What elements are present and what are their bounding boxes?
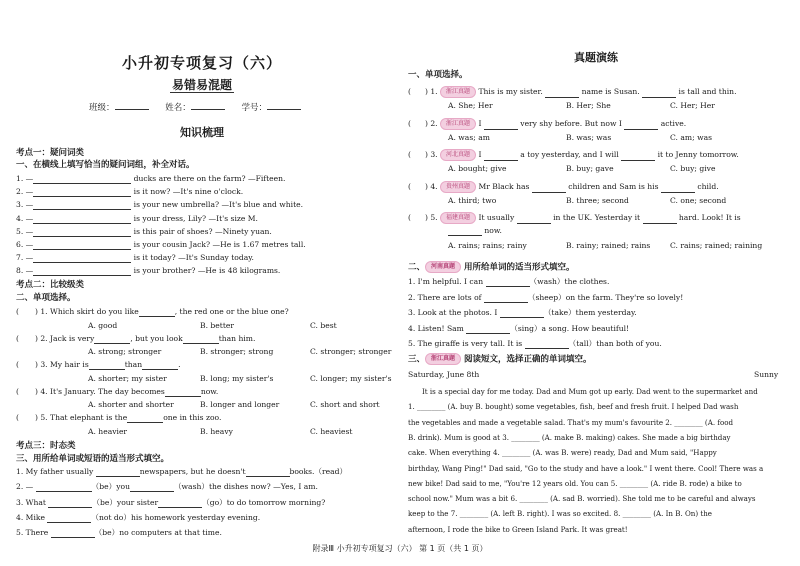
question-text: is your cousin Jack? —He is 1.67 metres tall.	[131, 240, 306, 249]
option-c[interactable]: C. buy; give	[670, 164, 716, 173]
question-row	[16, 227, 272, 237]
answer-blank[interactable]	[484, 121, 518, 130]
question-text: Mike	[25, 512, 48, 522]
question-row	[16, 482, 318, 492]
question-text: newspapers, but he doesn't	[139, 467, 246, 476]
question-text: I	[476, 150, 484, 159]
question-text: a toy yesterday, and I will	[517, 150, 622, 159]
answer-paren-open: (	[16, 386, 19, 396]
passage-line: the vegetables and made a vegetable salad. That's my mum's favourite 2. ________ (A. food	[408, 417, 734, 427]
question-text: My hair is	[50, 360, 89, 369]
source-tag: 浙江真题	[425, 353, 461, 365]
question-text: , the red one or the blue one?	[174, 307, 289, 316]
passage-line: afternoon, I rode the bike to Green Island Park. It was great!	[408, 524, 628, 534]
answer-blank[interactable]	[127, 414, 163, 423]
passage-line: It is a special day for me today. Dad and Mum got up early. Dad went to the supermarket and	[422, 387, 758, 396]
question-row	[16, 266, 280, 276]
question-text: Listen! Sam	[417, 323, 467, 333]
question-number: 4.	[37, 386, 51, 396]
answer-paren-open: (	[408, 118, 411, 128]
id-blank[interactable]	[267, 109, 301, 110]
question-row	[16, 214, 258, 224]
right-section2-instruction: 二、 河南真题 用所给单词的适当形式填空。	[408, 262, 575, 273]
question-text: （sheep）on the farm. They're so lovely!	[527, 292, 684, 302]
right-column	[408, 0, 784, 566]
answer-blank[interactable]	[183, 335, 219, 344]
source-tag: 贵州真题	[440, 181, 476, 193]
question-text: Look at the photos. I	[417, 308, 500, 317]
answer-blank[interactable]	[525, 340, 569, 349]
question-text: My father usually	[25, 467, 96, 476]
question-row	[408, 277, 609, 287]
question-text: There are lots of	[417, 292, 484, 302]
kd3-heading: 考点三：时态类	[16, 441, 76, 451]
left-column	[16, 0, 392, 566]
question-number: 5.	[408, 339, 418, 348]
question-number: 5.	[37, 413, 51, 422]
question-number: 1.	[427, 87, 441, 96]
question-number: 3. —	[16, 200, 34, 210]
question-text: （wash）the clothes.	[529, 277, 610, 286]
question-row	[16, 498, 325, 508]
question-text: Which skirt do you like	[50, 307, 139, 316]
question-text: children and Sam is his	[565, 181, 661, 191]
answer-blank[interactable]	[466, 325, 510, 334]
question-text: is it now? —It's nine o'clock.	[131, 187, 244, 197]
passage-line: 1. ________ (A. buy B. bought) some vegetables, fish, beef and fresh fruit. I helped Dad wash	[408, 402, 739, 412]
question-text: （tall）than both of you.	[568, 339, 662, 348]
answer-paren-close: )	[34, 386, 38, 396]
question-row	[16, 467, 347, 477]
answer-blank[interactable]	[47, 514, 91, 523]
answer-paren-close: )	[34, 360, 38, 369]
option-a[interactable]: A. was; am	[448, 132, 490, 142]
answer-blank[interactable]	[48, 499, 92, 508]
answer-blank[interactable]	[484, 152, 518, 161]
kd3-instruction: 三、用所给单词或短语的适当形式填空。	[16, 454, 170, 464]
question-number: 4. —	[16, 213, 34, 223]
option-c[interactable]: C. stronger; stronger	[310, 347, 392, 356]
question-number: 2.	[427, 118, 441, 128]
question-text: very shy before. But now I	[517, 118, 625, 128]
right-section3-instruction: 三、 浙江真题 阅读短文，选择正确的单词填空。	[408, 354, 592, 365]
answer-paren-open: (	[408, 213, 411, 222]
question-row	[408, 118, 686, 130]
right-section1-instruction: 一、单项选择。	[408, 70, 468, 80]
question-text: .	[178, 360, 181, 369]
question-row	[16, 187, 243, 197]
question-text: now.	[200, 386, 219, 396]
question-text: ducks are there on the farm? —Fifteen.	[131, 174, 286, 183]
page-footer: 附录Ⅲ 小升初专项复习（六） 第 1 页（共 1 页）	[312, 544, 488, 553]
question-text: I'm helpful. I can	[417, 277, 486, 286]
answer-paren-close: )	[424, 87, 428, 96]
option-a[interactable]: A. heavier	[88, 426, 128, 436]
answer-blank[interactable]	[642, 89, 676, 98]
option-b[interactable]: B. longer and longer	[200, 400, 280, 409]
option-c[interactable]: C. rains; rained; raining	[670, 241, 763, 250]
option-b[interactable]: B. rainy; rained; rains	[566, 241, 651, 250]
question-number: 2.	[408, 292, 418, 302]
answer-blank[interactable]	[130, 483, 174, 492]
option-b[interactable]: B. Her; She	[566, 101, 611, 110]
answer-blank[interactable]	[643, 215, 677, 224]
option-b[interactable]: B. was; was	[566, 132, 612, 142]
kd2-heading: 考点二：比较级类	[16, 280, 85, 290]
answer-blank[interactable]	[33, 215, 131, 224]
option-a[interactable]: A. She; Her	[448, 101, 493, 110]
question-text: （sing）a song. How beautiful!	[510, 323, 630, 333]
practice-title: 真题演练	[574, 51, 618, 64]
answer-blank[interactable]	[33, 201, 131, 210]
passage-line: B. drink). Mum is good at 3. ________ (A. make B. making) cakes. She made a big birthday	[408, 432, 731, 442]
answer-blank[interactable]	[158, 499, 202, 508]
kd2-instruction: 二、单项选择。	[16, 293, 76, 303]
answer-paren-close: )	[424, 181, 428, 191]
question-text: （wash）the dishes now? —Yes, I am.	[173, 482, 318, 492]
kd1-heading: 考点一：疑问词类	[16, 148, 85, 158]
option-a[interactable]: A. bought; give	[448, 164, 507, 173]
option-b[interactable]: B. buy; gave	[566, 164, 614, 173]
question-text: books.（read）	[289, 467, 348, 476]
answer-paren-open: (	[408, 181, 411, 191]
answer-blank[interactable]	[89, 361, 125, 370]
answer-paren-close: )	[34, 307, 38, 316]
answer-blank[interactable]	[246, 468, 290, 477]
question-number: 3.	[427, 150, 441, 159]
question-text: active.	[658, 118, 687, 128]
question-row	[16, 307, 289, 317]
question-number: 3.	[16, 497, 26, 507]
question-text: is your brother? —He is 48 kilograms.	[131, 266, 281, 276]
question-text: This is my sister.	[476, 87, 546, 96]
answer-paren-open: (	[16, 413, 19, 422]
question-row	[16, 200, 303, 210]
question-text: （not do）his homework yesterday evening.	[91, 512, 261, 522]
question-row-continued	[448, 226, 502, 236]
knowledge-section-title: 知识梳理	[180, 126, 224, 139]
question-number: 2. —	[16, 482, 36, 492]
question-row	[16, 513, 260, 523]
option-a[interactable]: A. good	[88, 320, 118, 330]
question-text: Mr Black has	[476, 181, 532, 191]
question-row	[408, 181, 719, 193]
answer-paren-open: (	[16, 333, 19, 343]
question-text: than him.	[218, 333, 256, 343]
option-a[interactable]: A. rains; rains; rainy	[448, 241, 527, 250]
answer-paren-open: (	[16, 307, 19, 316]
answer-paren-open: (	[16, 360, 19, 369]
question-text: （be）you	[91, 482, 130, 492]
question-text: now.	[482, 226, 502, 235]
question-number: 4.	[427, 181, 441, 191]
question-number: 3.	[37, 360, 51, 369]
answer-blank[interactable]	[94, 335, 130, 344]
answer-blank[interactable]	[661, 184, 695, 193]
question-text: （take）them yesterday.	[543, 308, 637, 317]
question-text: name is Susan.	[579, 87, 643, 96]
question-number: 1. —	[16, 174, 34, 183]
question-text: There	[25, 528, 51, 538]
answer-blank[interactable]	[484, 294, 528, 303]
question-number: 5.	[427, 213, 441, 222]
page-title: 小升初专项复习（六）	[121, 54, 282, 72]
question-text: one in this zoo.	[163, 413, 222, 422]
question-text: than	[124, 360, 143, 369]
passage-weather: Sunny	[754, 370, 779, 379]
question-row	[408, 308, 637, 318]
option-a[interactable]: A. strong; stronger	[88, 347, 162, 356]
question-text: Jack is very	[50, 333, 95, 343]
answer-blank[interactable]	[532, 184, 566, 193]
kd1-instruction: 一、在横线上填写恰当的疑问词组，补全对话。	[16, 160, 195, 170]
student-info-line: 班级： 姓名： 学号：	[16, 101, 388, 113]
question-row	[408, 339, 662, 349]
question-text: What	[25, 497, 49, 507]
answer-blank[interactable]	[33, 175, 131, 184]
option-c[interactable]: C. short and short	[310, 400, 380, 409]
option-a[interactable]: A. shorter; my sister	[88, 373, 167, 383]
answer-blank[interactable]	[486, 278, 530, 287]
answer-paren-close: )	[34, 333, 38, 343]
option-b[interactable]: B. heavy	[200, 426, 233, 436]
question-text: It's January. The day becomes	[50, 386, 165, 396]
answer-blank[interactable]	[36, 483, 92, 492]
question-row	[408, 149, 739, 161]
answer-blank[interactable]	[51, 529, 95, 538]
passage-line: cake. When everything 4. ________ (A. was B. were) ready, Dad and Mum said, "Happy	[408, 448, 717, 458]
question-number: 2.	[37, 333, 51, 343]
question-row	[16, 413, 221, 423]
question-row	[16, 360, 181, 370]
option-b[interactable]: B. long; my sister's	[200, 373, 274, 383]
option-b[interactable]: B. three; second	[566, 195, 629, 205]
question-text: I	[476, 118, 484, 128]
passage-line: school now." Mum was a bit 6. ________ (A. sad B. worried). She told me to be careful and always	[408, 494, 756, 504]
option-c[interactable]: C. heaviest	[310, 426, 353, 436]
option-b[interactable]: B. better	[200, 320, 234, 330]
question-text: child.	[694, 181, 719, 191]
question-text: is this pair of shoes? —Ninety yuan.	[131, 226, 272, 236]
source-tag: 浙江真题	[440, 118, 476, 130]
answer-blank[interactable]	[545, 89, 579, 98]
answer-paren-close: )	[34, 413, 38, 422]
question-number: 2. —	[16, 187, 34, 197]
question-number: 4.	[408, 323, 418, 333]
source-tag: 福建真题	[440, 212, 476, 224]
question-number: 7. —	[16, 253, 34, 263]
question-row	[16, 387, 218, 397]
answer-blank[interactable]	[448, 227, 482, 236]
question-row	[408, 86, 736, 98]
option-c[interactable]: C. am; was	[670, 132, 712, 142]
answer-blank[interactable]	[96, 468, 140, 477]
question-number: 5.	[16, 528, 26, 538]
passage-line: keep to the 7. ________ (A. left B. right). I was so excited. 8. ________ (A. In B. On) the	[408, 509, 712, 519]
page-subtitle: 易错易混题	[171, 78, 232, 92]
question-row	[408, 324, 629, 334]
question-row	[16, 253, 254, 263]
answer-paren-close: )	[424, 213, 428, 222]
question-text: is it today? —It's Sunday today.	[131, 253, 254, 263]
answer-blank[interactable]	[33, 188, 131, 197]
question-row	[16, 334, 255, 344]
answer-blank[interactable]	[165, 388, 201, 397]
question-row	[16, 174, 285, 184]
answer-blank[interactable]	[33, 254, 131, 263]
answer-blank[interactable]	[142, 360, 181, 370]
question-number: 1.	[408, 277, 418, 286]
question-row	[16, 240, 306, 250]
answer-blank[interactable]	[33, 267, 131, 276]
question-text: hard. Look! It is	[676, 213, 741, 222]
option-c[interactable]: C. best	[310, 320, 337, 330]
question-row	[16, 528, 222, 538]
answer-blank[interactable]	[517, 215, 551, 224]
question-number: 1.	[37, 307, 51, 316]
answer-paren-close: )	[424, 150, 428, 159]
source-tag: 河南真题	[425, 261, 461, 273]
option-c[interactable]: C. Her; Her	[670, 101, 715, 110]
question-text: is tall and thin.	[676, 87, 737, 96]
question-text: , but you look	[130, 333, 183, 343]
answer-paren-open: (	[408, 150, 411, 159]
question-number: 4.	[16, 512, 26, 522]
option-a[interactable]: A. third; two	[448, 195, 497, 205]
option-b[interactable]: B. stronger; strong	[200, 347, 274, 356]
option-c[interactable]: C. longer; my sister's	[310, 373, 392, 383]
question-number: 6. —	[16, 240, 34, 249]
passage-line: birthday, Wang Ping!" Dad said, "Go to the study and have a look." I went there. Cool! There was a	[408, 463, 764, 473]
source-tag: 浙江真题	[440, 86, 476, 98]
question-text: is your new umbrella? —It's blue and white.	[131, 200, 304, 210]
option-c[interactable]: C. one; second	[670, 195, 727, 205]
name-blank[interactable]	[191, 109, 225, 110]
question-text: It usually	[476, 213, 517, 222]
question-row	[408, 293, 683, 303]
question-number: 1.	[16, 467, 26, 476]
answer-paren-close: )	[424, 118, 428, 128]
question-row	[408, 212, 741, 224]
answer-paren-open: (	[408, 87, 411, 96]
question-number: 3.	[408, 308, 418, 317]
passage-date: Saturday, June 8th	[408, 370, 480, 379]
passage-line: new bike! Dad said to me, "You're 12 years old. You can 5. ________ (A. ride B. rode) a bike to	[408, 478, 742, 488]
question-text: （be）no computers at that time.	[94, 528, 222, 538]
option-a[interactable]: A. shorter and shorter	[88, 400, 174, 409]
class-blank[interactable]	[115, 109, 149, 110]
question-text: it to Jenny tomorrow.	[655, 150, 739, 159]
question-text: is your dress, Lily? —It's size M.	[131, 213, 258, 223]
answer-blank[interactable]	[500, 309, 544, 318]
answer-blank[interactable]	[624, 121, 658, 130]
question-text: That elephant is the	[50, 413, 128, 422]
question-number: 5. —	[16, 226, 34, 236]
answer-blank[interactable]	[33, 228, 131, 237]
answer-blank[interactable]	[33, 241, 131, 250]
answer-blank[interactable]	[139, 308, 175, 317]
question-text: The giraffe is very tall. It is	[417, 339, 525, 348]
answer-blank[interactable]	[621, 152, 655, 161]
question-number: 8. —	[16, 266, 34, 276]
question-text: （go）to do tomorrow morning?	[202, 497, 326, 507]
source-tag: 河北真题	[440, 149, 476, 161]
question-text: in the UK. Yesterday it	[550, 213, 643, 222]
question-text: （be）your sister	[92, 497, 159, 507]
